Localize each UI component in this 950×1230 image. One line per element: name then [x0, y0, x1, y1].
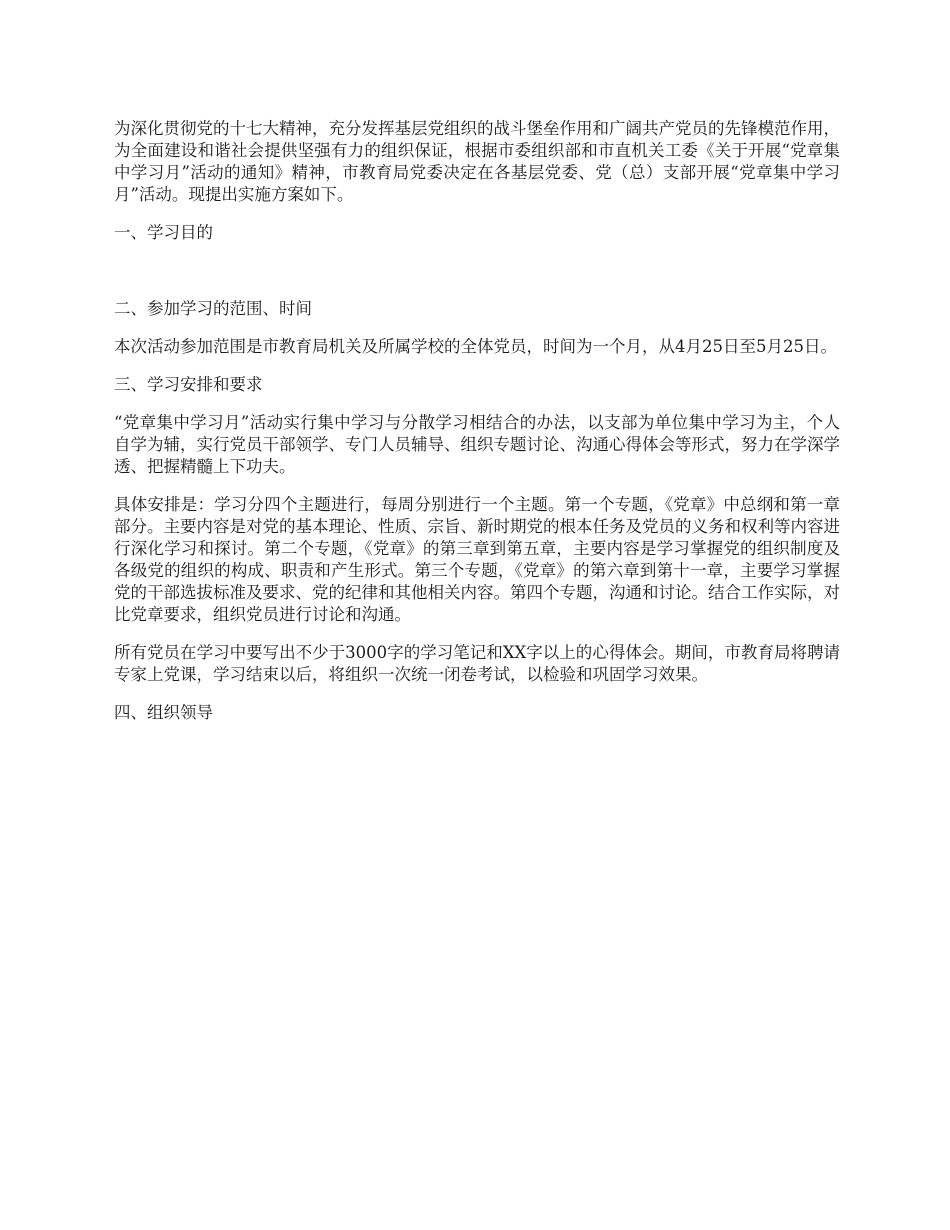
section-heading-arrangements: 三、学习安排和要求: [114, 375, 263, 394]
arrangements-paragraph-requirements: 所有党员在学习中要写出不少于3000字的学习笔记和XX字以上的心得体会。期间，市教育局将聘请专家上党课，学习结束以后，将组织一次统一闭卷考试，以检验和巩固学习效果。: [114, 643, 840, 684]
section-heading-leadership: 四、组织领导: [114, 703, 213, 722]
section-heading-learning-purpose: 一、学习目的: [114, 223, 213, 242]
arrangements-paragraph-method: “党章集中学习月”活动实行集中学习与分散学习相结合的办法，以支部为单位集中学习为主，个人自学为辅，实行党员干部领学、专门人员辅导、组织专题讨论、沟通心得体会等形式，努力在学深学透、把握精髓上下功夫。: [114, 413, 840, 476]
arrangements-paragraph-schedule: 具体安排是：学习分四个主题进行，每周分别进行一个主题。第一个专题，《党章》中总纲和第一章部分。主要内容是对党的基本理论、性质、宗旨、新时期党的根本任务及党员的义务和权利等内容进行深化学习和探讨。第二个专题，《党章》的第三章到第五章，主要内容是学习掌握党的组织制度及各级党的组织的构成、职责和产生形式。第三个专题，《党章》的第六章到第十一章，主要学习掌握党的干部选拔标准及要求、党的纪律和其他相关内容。第四个专题，沟通和讨论。结合工作实际，对比党章要求，组织党员进行讨论和沟通。: [114, 495, 840, 624]
scope-time-paragraph: 本次活动参加范围是市教育局机关及所属学校的全体党员，时间为一个月，从4月25日至5月25日。: [114, 337, 837, 356]
section-heading-scope-time: 二、参加学习的范围、时间: [114, 299, 312, 318]
document-page: [114, 118, 840, 740]
intro-paragraph: 为深化贯彻党的十七大精神，充分发挥基层党组织的战斗堡垒作用和广阔共产党员的先锋模范作用，为全面建设和谐社会提供坚强有力的组织保证，根据市委组织部和市直机关工委《关于开展“党章集中学习月”活动的通知》精神，市教育局党委决定在各基层党委、党（总）支部开展“党章集中学习月”活动。现提出实施方案如下。: [114, 119, 840, 204]
